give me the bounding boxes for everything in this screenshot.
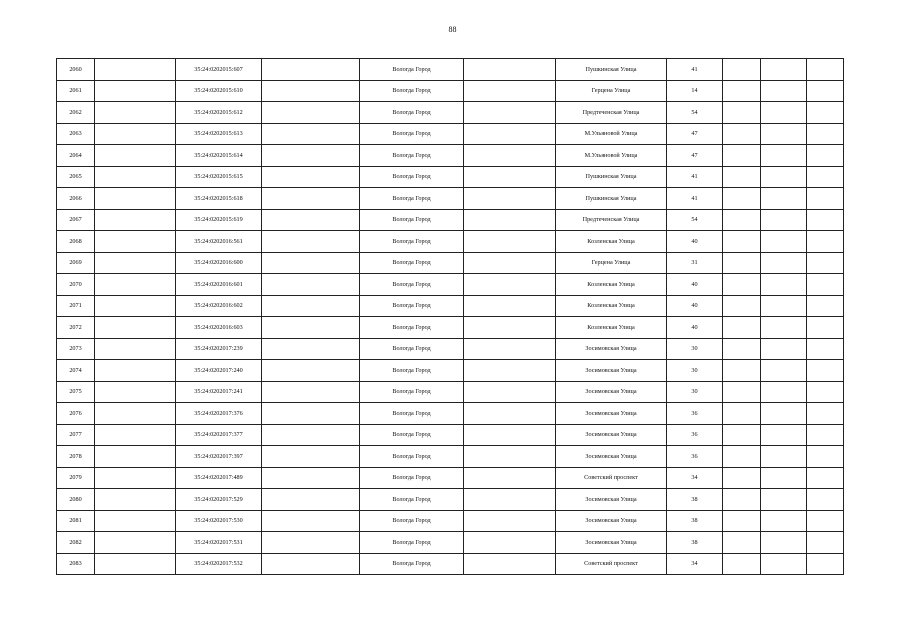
city-cell: Вологда Город (360, 446, 464, 468)
empty-cell (95, 295, 176, 317)
empty-cell (761, 338, 807, 360)
house-number-cell: 34 (667, 553, 723, 575)
city-cell: Вологда Город (360, 317, 464, 339)
row-number-cell: 2066 (57, 188, 95, 210)
empty-cell (723, 59, 761, 81)
city-cell: Вологда Город (360, 80, 464, 102)
empty-cell (95, 424, 176, 446)
street-cell: Козленская Улица (556, 317, 667, 339)
empty-cell (761, 252, 807, 274)
empty-cell (262, 252, 360, 274)
street-cell: Герцена Улица (556, 80, 667, 102)
house-number-cell: 30 (667, 360, 723, 382)
house-number-cell: 41 (667, 59, 723, 81)
street-cell: Пушкинская Улица (556, 59, 667, 81)
empty-cell (807, 295, 844, 317)
empty-cell (761, 446, 807, 468)
empty-cell (95, 274, 176, 296)
empty-cell (761, 532, 807, 554)
empty-cell (723, 467, 761, 489)
empty-cell (262, 467, 360, 489)
empty-cell (761, 59, 807, 81)
empty-cell (464, 80, 556, 102)
city-cell: Вологда Город (360, 274, 464, 296)
house-number-cell: 41 (667, 166, 723, 188)
empty-cell (723, 489, 761, 511)
empty-cell (464, 446, 556, 468)
empty-cell (464, 274, 556, 296)
empty-cell (464, 360, 556, 382)
empty-cell (761, 317, 807, 339)
cadastral-number-cell: 35:24:0202015:619 (176, 209, 262, 231)
empty-cell (464, 252, 556, 274)
city-cell: Вологда Город (360, 553, 464, 575)
street-cell: Козленская Улица (556, 274, 667, 296)
table-row (57, 360, 844, 382)
cadastral-number-cell: 35:24:0202017:241 (176, 381, 262, 403)
empty-cell (723, 317, 761, 339)
street-cell: Зосимовская Улица (556, 360, 667, 382)
empty-cell (807, 166, 844, 188)
cadastral-number-cell: 35:24:0202017:377 (176, 424, 262, 446)
house-number-cell: 38 (667, 510, 723, 532)
empty-cell (464, 553, 556, 575)
house-number-cell: 36 (667, 424, 723, 446)
street-cell: Герцена Улица (556, 252, 667, 274)
empty-cell (95, 360, 176, 382)
empty-cell (464, 166, 556, 188)
empty-cell (723, 80, 761, 102)
table-row (57, 381, 844, 403)
cadastral-number-cell: 35:24:0202015:612 (176, 102, 262, 124)
city-cell: Вологда Город (360, 424, 464, 446)
empty-cell (761, 188, 807, 210)
row-number-cell: 2071 (57, 295, 95, 317)
city-cell: Вологда Город (360, 295, 464, 317)
cadastral-number-cell: 35:24:0202015:618 (176, 188, 262, 210)
table-row (57, 274, 844, 296)
empty-cell (723, 145, 761, 167)
empty-cell (464, 295, 556, 317)
empty-cell (807, 510, 844, 532)
city-cell: Вологда Город (360, 59, 464, 81)
empty-cell (761, 381, 807, 403)
empty-cell (761, 424, 807, 446)
street-cell: Зосимовская Улица (556, 403, 667, 425)
city-cell: Вологда Город (360, 102, 464, 124)
empty-cell (95, 489, 176, 511)
city-cell: Вологда Город (360, 252, 464, 274)
empty-cell (807, 553, 844, 575)
empty-cell (807, 489, 844, 511)
street-cell: Предтеченская Улица (556, 209, 667, 231)
street-cell: Зосимовская Улица (556, 532, 667, 554)
empty-cell (807, 274, 844, 296)
empty-cell (464, 467, 556, 489)
house-number-cell: 54 (667, 102, 723, 124)
empty-cell (262, 231, 360, 253)
street-cell: М.Ульяновой Улица (556, 145, 667, 167)
table-row (57, 80, 844, 102)
street-cell: Предтеченская Улица (556, 102, 667, 124)
empty-cell (95, 403, 176, 425)
table-row (57, 338, 844, 360)
cadastral-number-cell: 35:24:0202016:602 (176, 295, 262, 317)
row-number-cell: 2074 (57, 360, 95, 382)
house-number-cell: 40 (667, 295, 723, 317)
empty-cell (95, 532, 176, 554)
city-cell: Вологда Город (360, 360, 464, 382)
cadastral-number-cell: 35:24:0202017:532 (176, 553, 262, 575)
empty-cell (95, 317, 176, 339)
empty-cell (95, 102, 176, 124)
empty-cell (807, 145, 844, 167)
empty-cell (95, 231, 176, 253)
empty-cell (95, 166, 176, 188)
row-number-cell: 2080 (57, 489, 95, 511)
city-cell: Вологда Город (360, 403, 464, 425)
empty-cell (95, 80, 176, 102)
house-number-cell: 30 (667, 338, 723, 360)
empty-cell (807, 102, 844, 124)
house-number-cell: 54 (667, 209, 723, 231)
table-row (57, 403, 844, 425)
house-number-cell: 30 (667, 381, 723, 403)
empty-cell (807, 360, 844, 382)
row-number-cell: 2072 (57, 317, 95, 339)
row-number-cell: 2070 (57, 274, 95, 296)
row-number-cell: 2060 (57, 59, 95, 81)
empty-cell (464, 145, 556, 167)
empty-cell (723, 231, 761, 253)
row-number-cell: 2068 (57, 231, 95, 253)
empty-cell (761, 145, 807, 167)
empty-cell (761, 510, 807, 532)
empty-cell (262, 145, 360, 167)
empty-cell (262, 510, 360, 532)
cadastral-number-cell: 35:24:0202017:397 (176, 446, 262, 468)
empty-cell (262, 123, 360, 145)
street-cell: Зосимовская Улица (556, 338, 667, 360)
table-row (57, 102, 844, 124)
street-cell: М.Ульяновой Улица (556, 123, 667, 145)
empty-cell (262, 274, 360, 296)
house-number-cell: 36 (667, 446, 723, 468)
empty-cell (464, 489, 556, 511)
row-number-cell: 2062 (57, 102, 95, 124)
empty-cell (464, 381, 556, 403)
empty-cell (723, 403, 761, 425)
empty-cell (262, 403, 360, 425)
cadastral-number-cell: 35:24:0202016:600 (176, 252, 262, 274)
empty-cell (723, 338, 761, 360)
empty-cell (464, 424, 556, 446)
table-row (57, 188, 844, 210)
empty-cell (464, 188, 556, 210)
empty-cell (723, 274, 761, 296)
empty-cell (723, 188, 761, 210)
table-row (57, 553, 844, 575)
empty-cell (262, 102, 360, 124)
city-cell: Вологда Город (360, 510, 464, 532)
empty-cell (761, 403, 807, 425)
row-number-cell: 2075 (57, 381, 95, 403)
empty-cell (723, 102, 761, 124)
table-row (57, 446, 844, 468)
table-row (57, 467, 844, 489)
empty-cell (723, 360, 761, 382)
empty-cell (807, 532, 844, 554)
table-row (57, 166, 844, 188)
street-cell: Козленская Улица (556, 231, 667, 253)
row-number-cell: 2083 (57, 553, 95, 575)
empty-cell (95, 145, 176, 167)
empty-cell (262, 338, 360, 360)
row-number-cell: 2077 (57, 424, 95, 446)
street-cell: Пушкинская Улица (556, 166, 667, 188)
empty-cell (761, 467, 807, 489)
empty-cell (723, 295, 761, 317)
table-row (57, 123, 844, 145)
row-number-cell: 2079 (57, 467, 95, 489)
empty-cell (807, 188, 844, 210)
row-number-cell: 2067 (57, 209, 95, 231)
cadastral-number-cell: 35:24:0202017:529 (176, 489, 262, 511)
empty-cell (761, 166, 807, 188)
table-row (57, 295, 844, 317)
city-cell: Вологда Город (360, 145, 464, 167)
house-number-cell: 31 (667, 252, 723, 274)
empty-cell (262, 489, 360, 511)
cadastral-number-cell: 35:24:0202015:615 (176, 166, 262, 188)
empty-cell (95, 446, 176, 468)
empty-cell (262, 166, 360, 188)
street-cell: Зосимовская Улица (556, 381, 667, 403)
empty-cell (761, 553, 807, 575)
empty-cell (262, 532, 360, 554)
cadastral-number-cell: 35:24:0202017:376 (176, 403, 262, 425)
empty-cell (807, 338, 844, 360)
empty-cell (761, 295, 807, 317)
empty-cell (95, 510, 176, 532)
house-number-cell: 38 (667, 489, 723, 511)
table-row (57, 532, 844, 554)
empty-cell (262, 360, 360, 382)
empty-cell (761, 80, 807, 102)
cadastral-number-cell: 35:24:0202017:239 (176, 338, 262, 360)
empty-cell (464, 209, 556, 231)
empty-cell (262, 553, 360, 575)
cadastral-number-cell: 35:24:0202016:601 (176, 274, 262, 296)
house-number-cell: 14 (667, 80, 723, 102)
street-cell: Зосимовская Улица (556, 446, 667, 468)
house-number-cell: 40 (667, 231, 723, 253)
empty-cell (807, 317, 844, 339)
empty-cell (262, 295, 360, 317)
cadastral-number-cell: 35:24:0202017:531 (176, 532, 262, 554)
empty-cell (262, 381, 360, 403)
empty-cell (464, 102, 556, 124)
cadastral-number-cell: 35:24:0202017:489 (176, 467, 262, 489)
city-cell: Вологда Город (360, 532, 464, 554)
empty-cell (262, 188, 360, 210)
empty-cell (807, 80, 844, 102)
page-number: 88 (448, 25, 457, 34)
table-body (57, 59, 844, 575)
table-row (57, 252, 844, 274)
empty-cell (723, 446, 761, 468)
empty-cell (761, 209, 807, 231)
empty-cell (464, 338, 556, 360)
registry-table (56, 58, 844, 575)
empty-cell (761, 489, 807, 511)
empty-cell (262, 209, 360, 231)
table-row (57, 59, 844, 81)
row-number-cell: 2069 (57, 252, 95, 274)
table-row (57, 145, 844, 167)
cadastral-number-cell: 35:24:0202015:613 (176, 123, 262, 145)
street-cell: Советский проспект (556, 467, 667, 489)
empty-cell (807, 209, 844, 231)
empty-cell (464, 123, 556, 145)
empty-cell (95, 188, 176, 210)
row-number-cell: 2082 (57, 532, 95, 554)
row-number-cell: 2061 (57, 80, 95, 102)
table-row (57, 424, 844, 446)
empty-cell (464, 231, 556, 253)
empty-cell (464, 59, 556, 81)
empty-cell (761, 123, 807, 145)
empty-cell (807, 123, 844, 145)
house-number-cell: 41 (667, 188, 723, 210)
empty-cell (95, 381, 176, 403)
row-number-cell: 2078 (57, 446, 95, 468)
empty-cell (464, 532, 556, 554)
city-cell: Вологда Город (360, 338, 464, 360)
city-cell: Вологда Город (360, 231, 464, 253)
city-cell: Вологда Город (360, 123, 464, 145)
empty-cell (723, 166, 761, 188)
empty-cell (95, 59, 176, 81)
house-number-cell: 47 (667, 145, 723, 167)
empty-cell (262, 317, 360, 339)
empty-cell (807, 446, 844, 468)
empty-cell (95, 467, 176, 489)
empty-cell (807, 381, 844, 403)
empty-cell (723, 510, 761, 532)
table-row (57, 231, 844, 253)
empty-cell (761, 102, 807, 124)
city-cell: Вологда Город (360, 381, 464, 403)
table-row (57, 510, 844, 532)
street-cell: Советский проспект (556, 553, 667, 575)
row-number-cell: 2081 (57, 510, 95, 532)
city-cell: Вологда Город (360, 209, 464, 231)
house-number-cell: 36 (667, 403, 723, 425)
city-cell: Вологда Город (360, 166, 464, 188)
table-row (57, 317, 844, 339)
street-cell: Зосимовская Улица (556, 424, 667, 446)
empty-cell (262, 59, 360, 81)
cadastral-number-cell: 35:24:0202017:530 (176, 510, 262, 532)
row-number-cell: 2064 (57, 145, 95, 167)
empty-cell (723, 123, 761, 145)
empty-cell (723, 252, 761, 274)
city-cell: Вологда Город (360, 467, 464, 489)
row-number-cell: 2073 (57, 338, 95, 360)
empty-cell (95, 209, 176, 231)
empty-cell (95, 553, 176, 575)
house-number-cell: 40 (667, 317, 723, 339)
empty-cell (464, 510, 556, 532)
city-cell: Вологда Город (360, 489, 464, 511)
empty-cell (807, 403, 844, 425)
row-number-cell: 2076 (57, 403, 95, 425)
empty-cell (95, 252, 176, 274)
empty-cell (723, 381, 761, 403)
cadastral-number-cell: 35:24:0202015:614 (176, 145, 262, 167)
street-cell: Пушкинская Улица (556, 188, 667, 210)
cadastral-number-cell: 35:24:0202015:610 (176, 80, 262, 102)
empty-cell (723, 209, 761, 231)
street-cell: Зосимовская Улица (556, 489, 667, 511)
empty-cell (807, 467, 844, 489)
empty-cell (761, 231, 807, 253)
house-number-cell: 34 (667, 467, 723, 489)
row-number-cell: 2063 (57, 123, 95, 145)
row-number-cell: 2065 (57, 166, 95, 188)
empty-cell (464, 317, 556, 339)
table-row (57, 209, 844, 231)
empty-cell (95, 123, 176, 145)
city-cell: Вологда Город (360, 188, 464, 210)
empty-cell (807, 59, 844, 81)
empty-cell (262, 446, 360, 468)
cadastral-number-cell: 35:24:0202016:603 (176, 317, 262, 339)
empty-cell (95, 338, 176, 360)
cadastral-number-cell: 35:24:0202017:240 (176, 360, 262, 382)
empty-cell (723, 553, 761, 575)
street-cell: Козленская Улица (556, 295, 667, 317)
empty-cell (807, 231, 844, 253)
empty-cell (723, 424, 761, 446)
empty-cell (761, 360, 807, 382)
empty-cell (262, 80, 360, 102)
house-number-cell: 38 (667, 532, 723, 554)
empty-cell (807, 424, 844, 446)
empty-cell (723, 532, 761, 554)
empty-cell (464, 403, 556, 425)
house-number-cell: 47 (667, 123, 723, 145)
empty-cell (262, 424, 360, 446)
street-cell: Зосимовская Улица (556, 510, 667, 532)
cadastral-number-cell: 35:24:0202015:607 (176, 59, 262, 81)
house-number-cell: 40 (667, 274, 723, 296)
table-row (57, 489, 844, 511)
cadastral-number-cell: 35:24:0202016:561 (176, 231, 262, 253)
empty-cell (761, 274, 807, 296)
empty-cell (807, 252, 844, 274)
